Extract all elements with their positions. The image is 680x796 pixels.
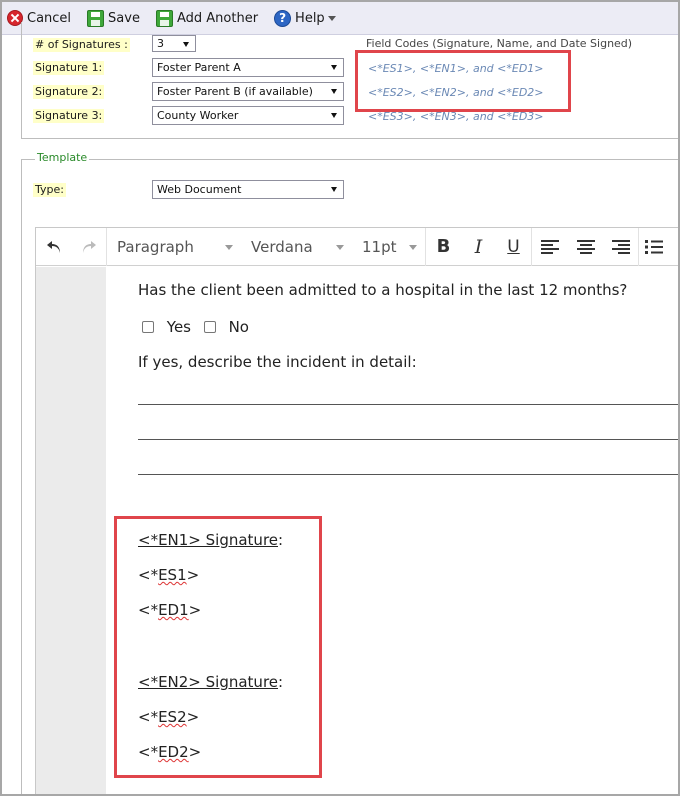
underline-button[interactable] — [496, 228, 531, 266]
signature-1-label: Signature 1: — [35, 61, 103, 74]
signature-codes-highlight — [114, 516, 322, 778]
yes-checkbox[interactable] — [142, 321, 154, 333]
no-label: No — [228, 318, 249, 336]
field-codes-label: Field Codes (Signature, Name, and Date Signed) — [366, 37, 633, 50]
chevron-down-icon — [225, 245, 233, 250]
chevron-down-icon — [331, 113, 337, 118]
signature-count-select[interactable] — [152, 35, 196, 52]
signature-2-label: Signature 2: — [35, 85, 103, 98]
align-center-icon — [577, 240, 595, 254]
align-right-button[interactable] — [603, 228, 638, 266]
underline-icon: U — [507, 236, 520, 257]
no-checkbox[interactable] — [204, 321, 216, 333]
add-another-label: Add Another — [176, 10, 259, 26]
chevron-down-icon — [331, 89, 337, 94]
sig2-signature-code: <*ES2> — [138, 708, 200, 726]
signature-count-value: 3 — [157, 37, 164, 50]
colon: : — [278, 673, 284, 691]
yes-no-options — [142, 318, 249, 336]
question-text: Has the client been admitted to a hospital in the last 12 months? — [138, 281, 628, 299]
italic-button[interactable] — [461, 228, 496, 266]
answer-line — [138, 404, 680, 405]
block-format-select[interactable] — [107, 228, 241, 266]
bold-button[interactable] — [426, 228, 461, 266]
align-left-icon — [541, 240, 559, 254]
bullet-list-icon — [645, 240, 663, 254]
signature-3-value: County Worker — [157, 109, 239, 122]
font-size-value: 11pt — [362, 237, 397, 256]
sig1-signature-code: <*ES1> — [138, 566, 200, 584]
signature-count-label: # of Signatures : — [35, 38, 128, 51]
italic-icon: I — [474, 235, 483, 258]
signature-2-value: Foster Parent B (if available) — [157, 85, 313, 98]
sig1-name-code: <*EN1> Signature — [138, 531, 279, 549]
signature-3-select[interactable] — [152, 106, 344, 125]
yes-label: Yes — [166, 318, 191, 336]
align-right-icon — [612, 240, 630, 254]
answer-line — [138, 474, 680, 475]
chevron-down-icon — [331, 187, 337, 192]
answer-line — [138, 439, 680, 440]
chevron-down-icon — [409, 245, 417, 250]
template-legend: Template — [37, 151, 88, 164]
chevron-down-icon — [336, 245, 344, 250]
signature-1-value: Foster Parent A — [157, 61, 241, 74]
bold-icon: B — [436, 236, 451, 257]
bullet-list-button[interactable] — [639, 228, 669, 266]
template-type-label: Type: — [35, 183, 64, 196]
align-left-button[interactable] — [532, 228, 568, 266]
chevron-down-icon — [183, 42, 189, 47]
signature-2-codes: <*ES2>, <*EN2>, and <*ED2> — [368, 86, 544, 99]
font-family-value: Verdana — [251, 237, 313, 256]
sig2-name-code: <*EN2> Signature — [138, 673, 279, 691]
undo-button[interactable] — [36, 228, 72, 266]
signature-3-codes: <*ES3>, <*EN3>, and <*ED3> — [368, 110, 544, 123]
sig1-date-code: <*ED1> — [138, 601, 202, 619]
signature-2-select[interactable] — [152, 82, 344, 101]
editor-gutter — [36, 267, 106, 796]
font-family-select[interactable] — [241, 228, 352, 266]
signature-1-codes: <*ES1>, <*EN1>, and <*ED1> — [368, 62, 544, 75]
help-label: Help — [295, 10, 325, 26]
sig2-date-code: <*ED2> — [138, 743, 202, 761]
editor-toolbar — [36, 228, 680, 266]
describe-text: If yes, describe the incident in detail: — [138, 353, 417, 371]
redo-button[interactable] — [72, 228, 106, 266]
signature-1-select[interactable] — [152, 58, 344, 77]
cancel-label: Cancel — [27, 10, 72, 26]
signature-3-label: Signature 3: — [35, 109, 103, 122]
colon: : — [278, 531, 284, 549]
chevron-down-icon — [331, 65, 337, 70]
help-icon: ? — [274, 10, 291, 27]
template-type-value: Web Document — [157, 183, 242, 196]
undo-icon — [46, 240, 62, 254]
save-label: Save — [108, 10, 140, 26]
chevron-down-icon — [328, 16, 336, 21]
field-codes-highlight — [355, 50, 571, 112]
template-type-select[interactable] — [152, 180, 344, 199]
block-format-value: Paragraph — [117, 237, 194, 256]
font-size-select[interactable] — [352, 228, 425, 266]
align-center-button[interactable] — [568, 228, 603, 266]
redo-icon — [81, 240, 97, 254]
